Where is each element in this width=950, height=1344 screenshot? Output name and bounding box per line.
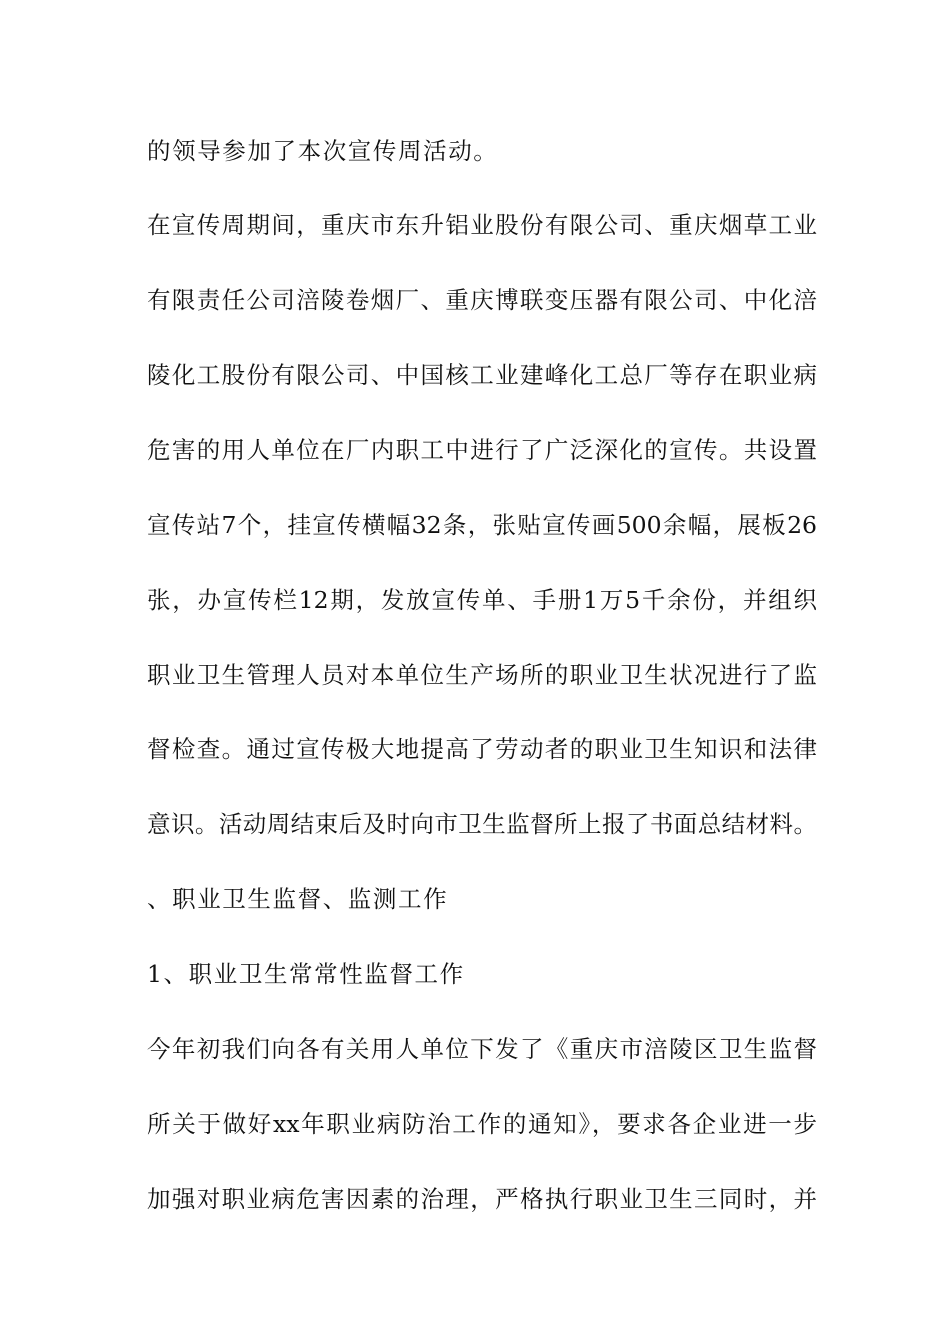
text-line-7: 张，办宣传栏12期，发放宣传单、手册1万5千余份，并组织 bbox=[147, 586, 817, 614]
text-line-8: 职业卫生管理人员对本单位生产场所的职业卫生状况进行了监 bbox=[147, 661, 817, 689]
section-heading: 、职业卫生监督、监测工作 bbox=[147, 885, 449, 913]
text-line-15: 加强对职业病危害因素的治理，严格执行职业卫生三同时，并 bbox=[147, 1185, 817, 1213]
text-line-9: 督检查。通过宣传极大地提高了劳动者的职业卫生知识和法律 bbox=[147, 735, 817, 763]
text-line-6: 宣传站7个，挂宣传横幅32条，张贴宣传画500余幅，展板26 bbox=[147, 511, 817, 539]
text-line-2: 在宣传周期间，重庆市东升铝业股份有限公司、重庆烟草工业 bbox=[147, 211, 817, 239]
text-line-14: 所关于做好xx年职业病防治工作的通知》，要求各企业进一步 bbox=[147, 1110, 817, 1138]
text-line-4: 陵化工股份有限公司、中国核工业建峰化工总厂等存在职业病 bbox=[147, 361, 817, 389]
text-line-5: 危害的用人单位在厂内职工中进行了广泛深化的宣传。共设置 bbox=[147, 436, 817, 464]
text-line-1: 的领导参加了本次宣传周活动。 bbox=[147, 137, 499, 165]
text-line-10: 意识。活动周结束后及时向市卫生监督所上报了书面总结材料。 bbox=[147, 810, 817, 838]
subsection-heading: 1、职业卫生常常性监督工作 bbox=[147, 960, 465, 988]
text-line-3: 有限责任公司涪陵卷烟厂、重庆博联变压器有限公司、中化涪 bbox=[147, 286, 817, 314]
text-line-13: 今年初我们向各有关用人单位下发了《重庆市涪陵区卫生监督 bbox=[147, 1035, 817, 1063]
